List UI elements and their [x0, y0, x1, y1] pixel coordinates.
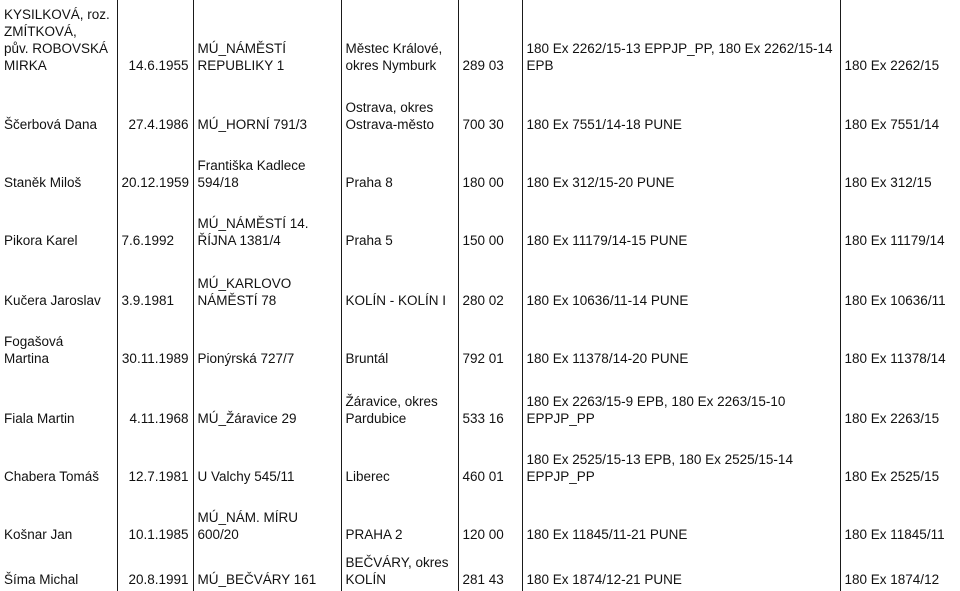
zip-cell: 700 30	[458, 76, 522, 136]
birth-date-cell: 30.11.1989	[117, 312, 193, 370]
zip-cell: 792 01	[458, 312, 522, 370]
city-cell: Ostrava, okres Ostrava-město	[341, 76, 458, 136]
name-cell: KYSILKOVÁ, roz. ZMÍTKOVÁ, pův. ROBOVSKÁ MIRKA	[0, 0, 117, 76]
case-numbers-cell: 180 Ex 10636/11-14 PUNE	[522, 252, 840, 312]
main-case-cell: 180 Ex 2263/15	[840, 370, 960, 430]
main-case-cell: 180 Ex 11179/14	[840, 194, 960, 252]
main-case-cell: 180 Ex 10636/11	[840, 252, 960, 312]
case-numbers-cell: 180 Ex 312/15-20 PUNE	[522, 136, 840, 194]
main-case-cell: 180 Ex 11845/11	[840, 488, 960, 546]
zip-cell: 280 02	[458, 252, 522, 312]
case-numbers-cell: 180 Ex 1874/12-21 PUNE	[522, 546, 840, 591]
table-row	[0, 76, 960, 136]
address-cell: MÚ_HORNÍ 791/3	[193, 76, 341, 136]
main-case-cell: 180 Ex 7551/14	[840, 76, 960, 136]
name-cell: Pikora Karel	[0, 194, 117, 252]
table-row	[0, 488, 960, 546]
birth-date-cell: 14.6.1955	[117, 0, 193, 76]
address-cell: Františka Kadlece 594/18	[193, 136, 341, 194]
city-cell: Městec Králové, okres Nymburk	[341, 0, 458, 76]
address-cell: MÚ_NÁM. MÍRU 600/20	[193, 488, 341, 546]
birth-date-cell: 3.9.1981	[117, 252, 193, 312]
city-cell: KOLÍN - KOLÍN I	[341, 252, 458, 312]
address-cell: MÚ_NÁMĚSTÍ 14. ŘÍJNA 1381/4	[193, 194, 341, 252]
name-cell: Košnar Jan	[0, 488, 117, 546]
name-cell: Kučera Jaroslav	[0, 252, 117, 312]
birth-date-cell: 12.7.1981	[117, 430, 193, 488]
name-cell: Šíma Michal	[0, 546, 117, 591]
table-row	[0, 430, 960, 488]
birth-date-cell: 4.11.1968	[117, 370, 193, 430]
main-case-cell: 180 Ex 312/15	[840, 136, 960, 194]
case-numbers-cell: 180 Ex 2262/15-13 EPPJP_PP, 180 Ex 2262/15-14 EPB	[522, 0, 840, 76]
birth-date-cell: 7.6.1992	[117, 194, 193, 252]
zip-cell: 150 00	[458, 194, 522, 252]
city-cell: Bruntál	[341, 312, 458, 370]
name-cell: Chabera Tomáš	[0, 430, 117, 488]
city-cell: Praha 5	[341, 194, 458, 252]
name-cell: Fiala Martin	[0, 370, 117, 430]
address-cell: MÚ_NÁMĚSTÍ REPUBLIKY 1	[193, 0, 341, 76]
table-row	[0, 370, 960, 430]
main-case-cell: 180 Ex 11378/14	[840, 312, 960, 370]
address-cell: MÚ_KARLOVO NÁMĚSTÍ 78	[193, 252, 341, 312]
address-cell: U Valchy 545/11	[193, 430, 341, 488]
address-cell: Pionýrská 727/7	[193, 312, 341, 370]
table-row	[0, 312, 960, 370]
case-numbers-cell: 180 Ex 11179/14-15 PUNE	[522, 194, 840, 252]
case-numbers-cell: 180 Ex 7551/14-18 PUNE	[522, 76, 840, 136]
city-cell: PRAHA 2	[341, 488, 458, 546]
zip-cell: 180 00	[458, 136, 522, 194]
zip-cell: 460 01	[458, 430, 522, 488]
case-numbers-cell: 180 Ex 11378/14-20 PUNE	[522, 312, 840, 370]
main-case-cell: 180 Ex 2525/15	[840, 430, 960, 488]
city-cell: Žáravice, okres Pardubice	[341, 370, 458, 430]
main-case-cell: 180 Ex 1874/12	[840, 546, 960, 591]
address-cell: MÚ_Žáravice 29	[193, 370, 341, 430]
table-row	[0, 546, 960, 591]
name-cell: Staněk Miloš	[0, 136, 117, 194]
address-cell: MÚ_BEČVÁRY 161	[193, 546, 341, 591]
zip-cell: 533 16	[458, 370, 522, 430]
case-numbers-cell: 180 Ex 2525/15-13 EPB, 180 Ex 2525/15-14 EPPJP_PP	[522, 430, 840, 488]
case-numbers-cell: 180 Ex 2263/15-9 EPB, 180 Ex 2263/15-10 EPPJP_PP	[522, 370, 840, 430]
main-case-cell: 180 Ex 2262/15	[840, 0, 960, 76]
city-cell: Praha 8	[341, 136, 458, 194]
birth-date-cell: 27.4.1986	[117, 76, 193, 136]
zip-cell: 289 03	[458, 0, 522, 76]
table-row	[0, 136, 960, 194]
zip-cell: 281 43	[458, 546, 522, 591]
case-numbers-cell: 180 Ex 11845/11-21 PUNE	[522, 488, 840, 546]
zip-cell: 120 00	[458, 488, 522, 546]
table-row	[0, 252, 960, 312]
city-cell: BEČVÁRY, okres KOLÍN	[341, 546, 458, 591]
name-cell: Fogašová Martina	[0, 312, 117, 370]
birth-date-cell: 10.1.1985	[117, 488, 193, 546]
city-cell: Liberec	[341, 430, 458, 488]
table-row	[0, 194, 960, 252]
birth-date-cell: 20.8.1991	[117, 546, 193, 591]
birth-date-cell: 20.12.1959	[117, 136, 193, 194]
table-row	[0, 0, 960, 76]
name-cell: Ščerbová Dana	[0, 76, 117, 136]
